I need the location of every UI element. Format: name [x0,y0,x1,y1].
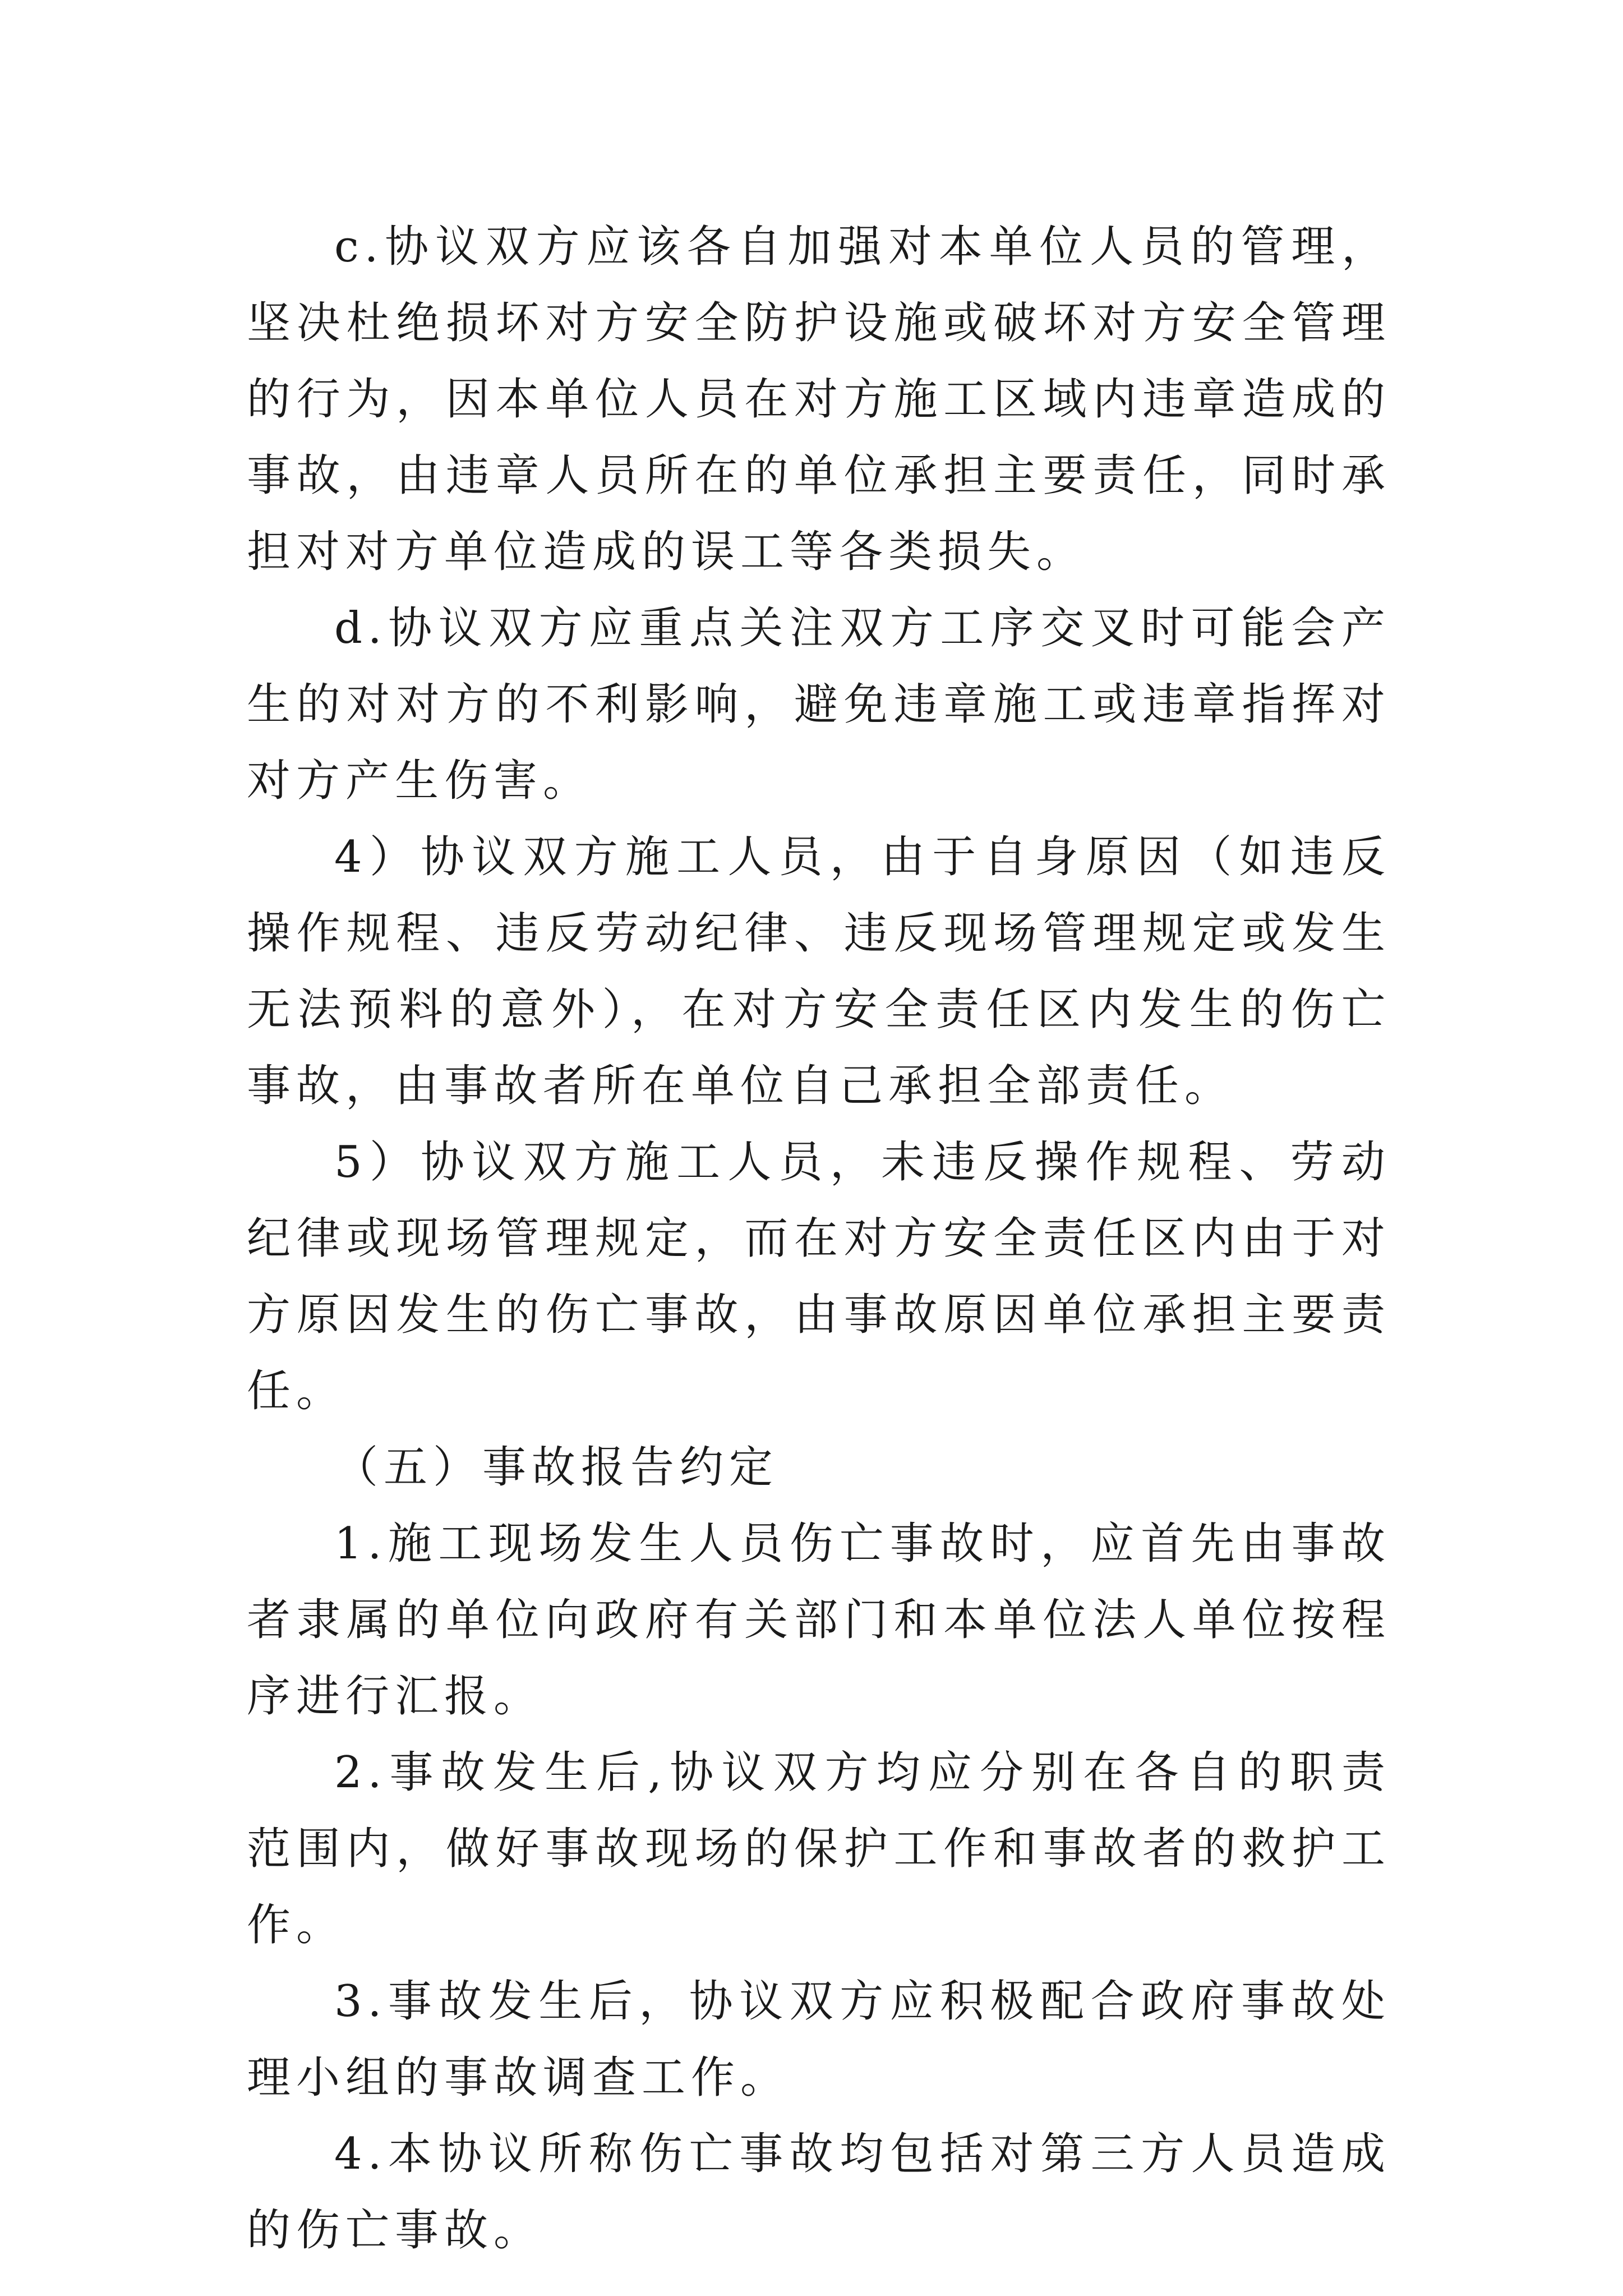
paragraph-5: 5）协议双方施工人员，未违反操作规程、劳动纪律或现场管理规定，而在对方安全责任区内由于对方原因发生的伤亡事故，由事故原因单位承担主要责任。 [247,1137,1391,1416]
document-body [247,209,1391,2269]
paragraph-4: 4）协议双方施工人员，由于自身原因（如违反操作规程、违反劳动纪律、违反现场管理规定或发生无法预料的意外），在对方安全责任区内发生的伤亡事故，由事故者所在单位自己承担全部责任。 [247,832,1391,1111]
paragraph-report-1: 1.施工现场发生人员伤亡事故时，应首先由事故者隶属的单位向政府有关部门和本单位法人单位按程序进行汇报。 [247,1519,1391,1722]
paragraph-d: d.协议双方应重点关注双方工序交叉时可能会产生的对对方的不利影响，避免违章施工或违章指挥对对方产生伤害。 [247,603,1391,806]
section-heading-accident-report: （五）事故报告约定 [334,1442,779,1493]
paragraph-report-4: 4.本协议所称伤亡事故均包括对第三方人员造成的伤亡事故。 [247,2129,1391,2256]
paragraph-report-3: 3.事故发生后，协议双方应积极配合政府事故处理小组的事故调查工作。 [247,1976,1391,2103]
paragraph-report-2: 2.事故发生后,协议双方均应分别在各自的职责范围内，做好事故现场的保护工作和事故者的救护工作。 [247,1747,1391,1950]
paragraph-c: c.协议双方应该各自加强对本单位人员的管理，坚决杜绝损坏对方安全防护设施或破坏对方安全管理的行为，因本单位人员在对方施工区域内违章造成的事故，由违章人员所在的单位承担主要责任，同时承担对对方单位造成的误工等各类损失。 [247,222,1391,577]
